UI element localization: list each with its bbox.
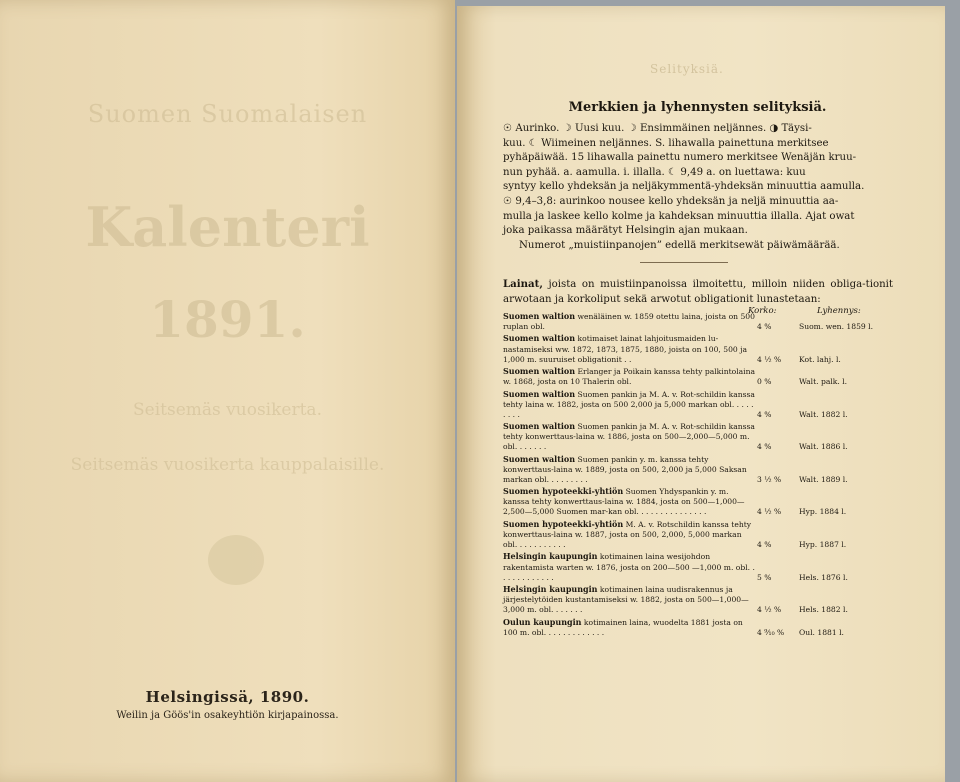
loan-text: kotimainen laina uudisrakennus ja järjestelytöiden kustantamiseksi w. 1882, josta on 500—1,000—3,000 m. obl. . . . . . . [503, 585, 749, 615]
table-row [503, 366, 893, 387]
loan-rate: 4 % [757, 442, 772, 452]
loan-text: M. A. v. Rotschildin kanssa tehty konwerttaus-laina w. 1887, josta on 500, 2,000, 5,000 markan obl. . . . . . . . . . . [503, 519, 752, 550]
loan-text: wenäläinen w. 1859 otettu laina, joista on 500 ruplan obl. [503, 312, 755, 332]
table-row [503, 519, 893, 550]
loan-rate: 4 ⁹⁄₁₀ % [757, 627, 785, 637]
legend-line: syntyy kello yhdeksän ja neljäkymmentä-yhdeksän minuuttia aamulla. [503, 181, 865, 193]
loan-issuer: Suomen waltion [503, 388, 576, 399]
column-header-rate: Korko: [748, 306, 777, 316]
loan-description [503, 617, 755, 638]
loan-rate: 4 % [757, 409, 772, 419]
loan-text: kotimainen laina wesijohdon rakentamista warten w. 1876, josta on 200—500 —1,000 m. obl. . . . . . . . . . . . . [503, 552, 755, 582]
loan-issuer: Helsingin kaupungin [503, 551, 598, 562]
loan-text: kotimaiset lainat lahjoitusmaiden lu-nastamiseksi ww. 1872, 1873, 1875, 1880, joista on 100, 500 ja 1,000 m. suuruiset obligationit . . [503, 334, 748, 364]
loan-abbreviation: Hels. 1876 l. [799, 572, 848, 582]
legend-line: ☉ Aurinko. ☽ Uusi kuu. ☽ Ensimmäinen neljännes. ◑ Täysi- [503, 123, 812, 134]
loan-description [503, 389, 755, 420]
bleed-through-text-4: Seitsemäs vuosikerta. [133, 400, 322, 420]
loan-issuer: Oulun kaupungin [503, 616, 582, 627]
loan-description [503, 333, 755, 364]
imprint-printer: Weilin ja Göös'in osakeyhtiön kirjapainossa. [116, 710, 339, 721]
loan-abbreviation: Kot. lahj. l. [799, 354, 841, 364]
loan-description [503, 454, 755, 485]
loan-text: Suomen Yhdyspankin y. m. kanssa tehty konwerttaus-laina w. 1884, josta on 500—1,000—2,500—5,000 Suomen mar-kan obl. . . . . . . . . . . . . . . [503, 487, 745, 517]
imprint-city: Helsingissä, 1890. [145, 688, 310, 706]
loan-description [503, 519, 755, 550]
loan-abbreviation: Walt. 1889 l. [799, 474, 848, 484]
loan-rate: 4 ½ % [757, 605, 782, 615]
table-row [503, 617, 893, 638]
loans-table [503, 311, 893, 639]
loan-abbreviation: Hels. 1882 l. [799, 605, 848, 615]
legend-line: ☉ 9,4–3,8: aurinkoo nousee kello yhdeksän ja neljä minuuttia aa- [503, 195, 839, 207]
loans-intro-text: joista on muistiinpanoissa ilmoitettu, milloin niiden obliga-tionit arwotaan ja korkoliput sekä arwotut obligationit lunastetaan: [503, 279, 894, 305]
loan-description [503, 551, 755, 582]
loan-text: kotimainen laina, wuodelta 1881 josta on 100 m. obl. . . . . . . . . . . . . [503, 617, 743, 637]
loan-abbreviation: Hyp. 1887 l. [799, 540, 847, 550]
legend [503, 122, 893, 253]
loan-rate: 4 ½ % [757, 507, 782, 517]
table-row [503, 421, 893, 452]
loan-issuer: Suomen waltion [503, 366, 576, 377]
loan-description [503, 584, 755, 615]
loans-intro-lead: Lainat, [503, 278, 543, 290]
legend-line: kuu. ☾ Wiimeinen neljännes. S. lihawalla painettuna merkitsee [503, 137, 829, 149]
legend-numbers-note: Numerot „muistiinpanojen” edellä merkitsewät päiwämäärää. [519, 239, 840, 251]
table-row [503, 311, 893, 332]
table-row [503, 389, 893, 420]
section-divider [640, 262, 728, 263]
loan-description [503, 366, 755, 387]
loan-description [503, 421, 755, 452]
loan-abbreviation: Walt. 1886 l. [799, 442, 848, 452]
loan-abbreviation: Walt. 1882 l. [799, 409, 848, 419]
loan-abbreviation: Oul. 1881 l. [799, 627, 844, 637]
loan-text: Suomen pankin ja M. A. v. Rot-schildin kanssa tehty laina w. 1882, josta on 500 2,000 ja 5,000 markan obl. . . . . . . . . [503, 389, 755, 419]
loan-rate: 4 % [757, 322, 772, 332]
legend-line: joka paikassa määrätyt Helsingin ajan mukaan. [503, 225, 748, 237]
loan-issuer: Suomen waltion [503, 453, 576, 464]
loan-issuer: Suomen waltion [503, 421, 576, 432]
column-header-abbreviation: Lyhennys: [817, 306, 861, 316]
legend-line: pyhäpäiwää. 15 lihawalla painettu numero merkitsee Wenäjän kruu- [503, 152, 857, 164]
page-title: Merkkien ja lyhennysten selityksiä. [568, 100, 827, 115]
bleed-through-text-5: Seitsemäs vuosikerta kauppalaisille. [70, 455, 385, 475]
bleed-through-text-3: 1891. [149, 290, 306, 349]
loan-issuer: Suomen waltion [503, 311, 576, 321]
loan-text: Suomen pankin ja M. A. v. Rot-schildin kanssa tehty konwerttaus-laina w. 1886, josta on 500—2,000—5,000 m. obl. . . . . . . [503, 422, 755, 452]
table-row [503, 333, 893, 364]
loan-issuer: Helsingin kaupungin [503, 584, 598, 595]
loan-issuer: Suomen hypoteekki-yhtiön [503, 518, 624, 529]
table-row [503, 584, 893, 615]
legend-line: nun pyhää. a. aamulla. i. illalla. ☾ 9,49 a. on luettawa: kuu [503, 166, 806, 178]
loan-abbreviation: Suom. wen. 1859 l. [799, 322, 873, 332]
loan-rate: 4 ½ % [757, 354, 782, 364]
loan-text: Erlanger ja Poikain kanssa tehty palkintolaina w. 1868, josta on 10 Thalerin obl. [503, 367, 756, 387]
table-row [503, 486, 893, 517]
loan-text: Suomen pankin y. m. kanssa tehty konwerttaus-laina w. 1889, josta on 500, 2,000 ja 5,000 Saksan markan obl. . . . . . . . . [503, 454, 747, 484]
loan-abbreviation: Hyp. 1884 l. [799, 507, 847, 517]
loan-description [503, 311, 755, 332]
loan-rate: 0 % [757, 377, 772, 387]
loan-rate: 5 % [757, 572, 772, 582]
bleed-through-text-2: Kalenteri [85, 195, 370, 259]
table-row [503, 551, 893, 582]
loans-intro [503, 277, 893, 307]
loan-rate: 3 ½ % [757, 474, 782, 484]
loan-issuer: Suomen hypoteekki-yhtiön [503, 486, 624, 497]
loan-issuer: Suomen waltion [503, 333, 576, 344]
table-row [503, 454, 893, 485]
legend-line: mulla ja laskee kello kolme ja kahdeksan minuuttia illalla. Ajat owat [503, 210, 855, 222]
bleed-through-text-1: Suomen Suomalaisen [87, 100, 368, 128]
loan-description [503, 486, 755, 517]
loan-rate: 4 % [757, 540, 772, 550]
loan-abbreviation: Walt. palk. l. [799, 377, 848, 387]
bleed-through-emblem-icon [208, 535, 264, 585]
running-head: Selityksiä. [650, 62, 724, 76]
left-page [0, 0, 455, 782]
